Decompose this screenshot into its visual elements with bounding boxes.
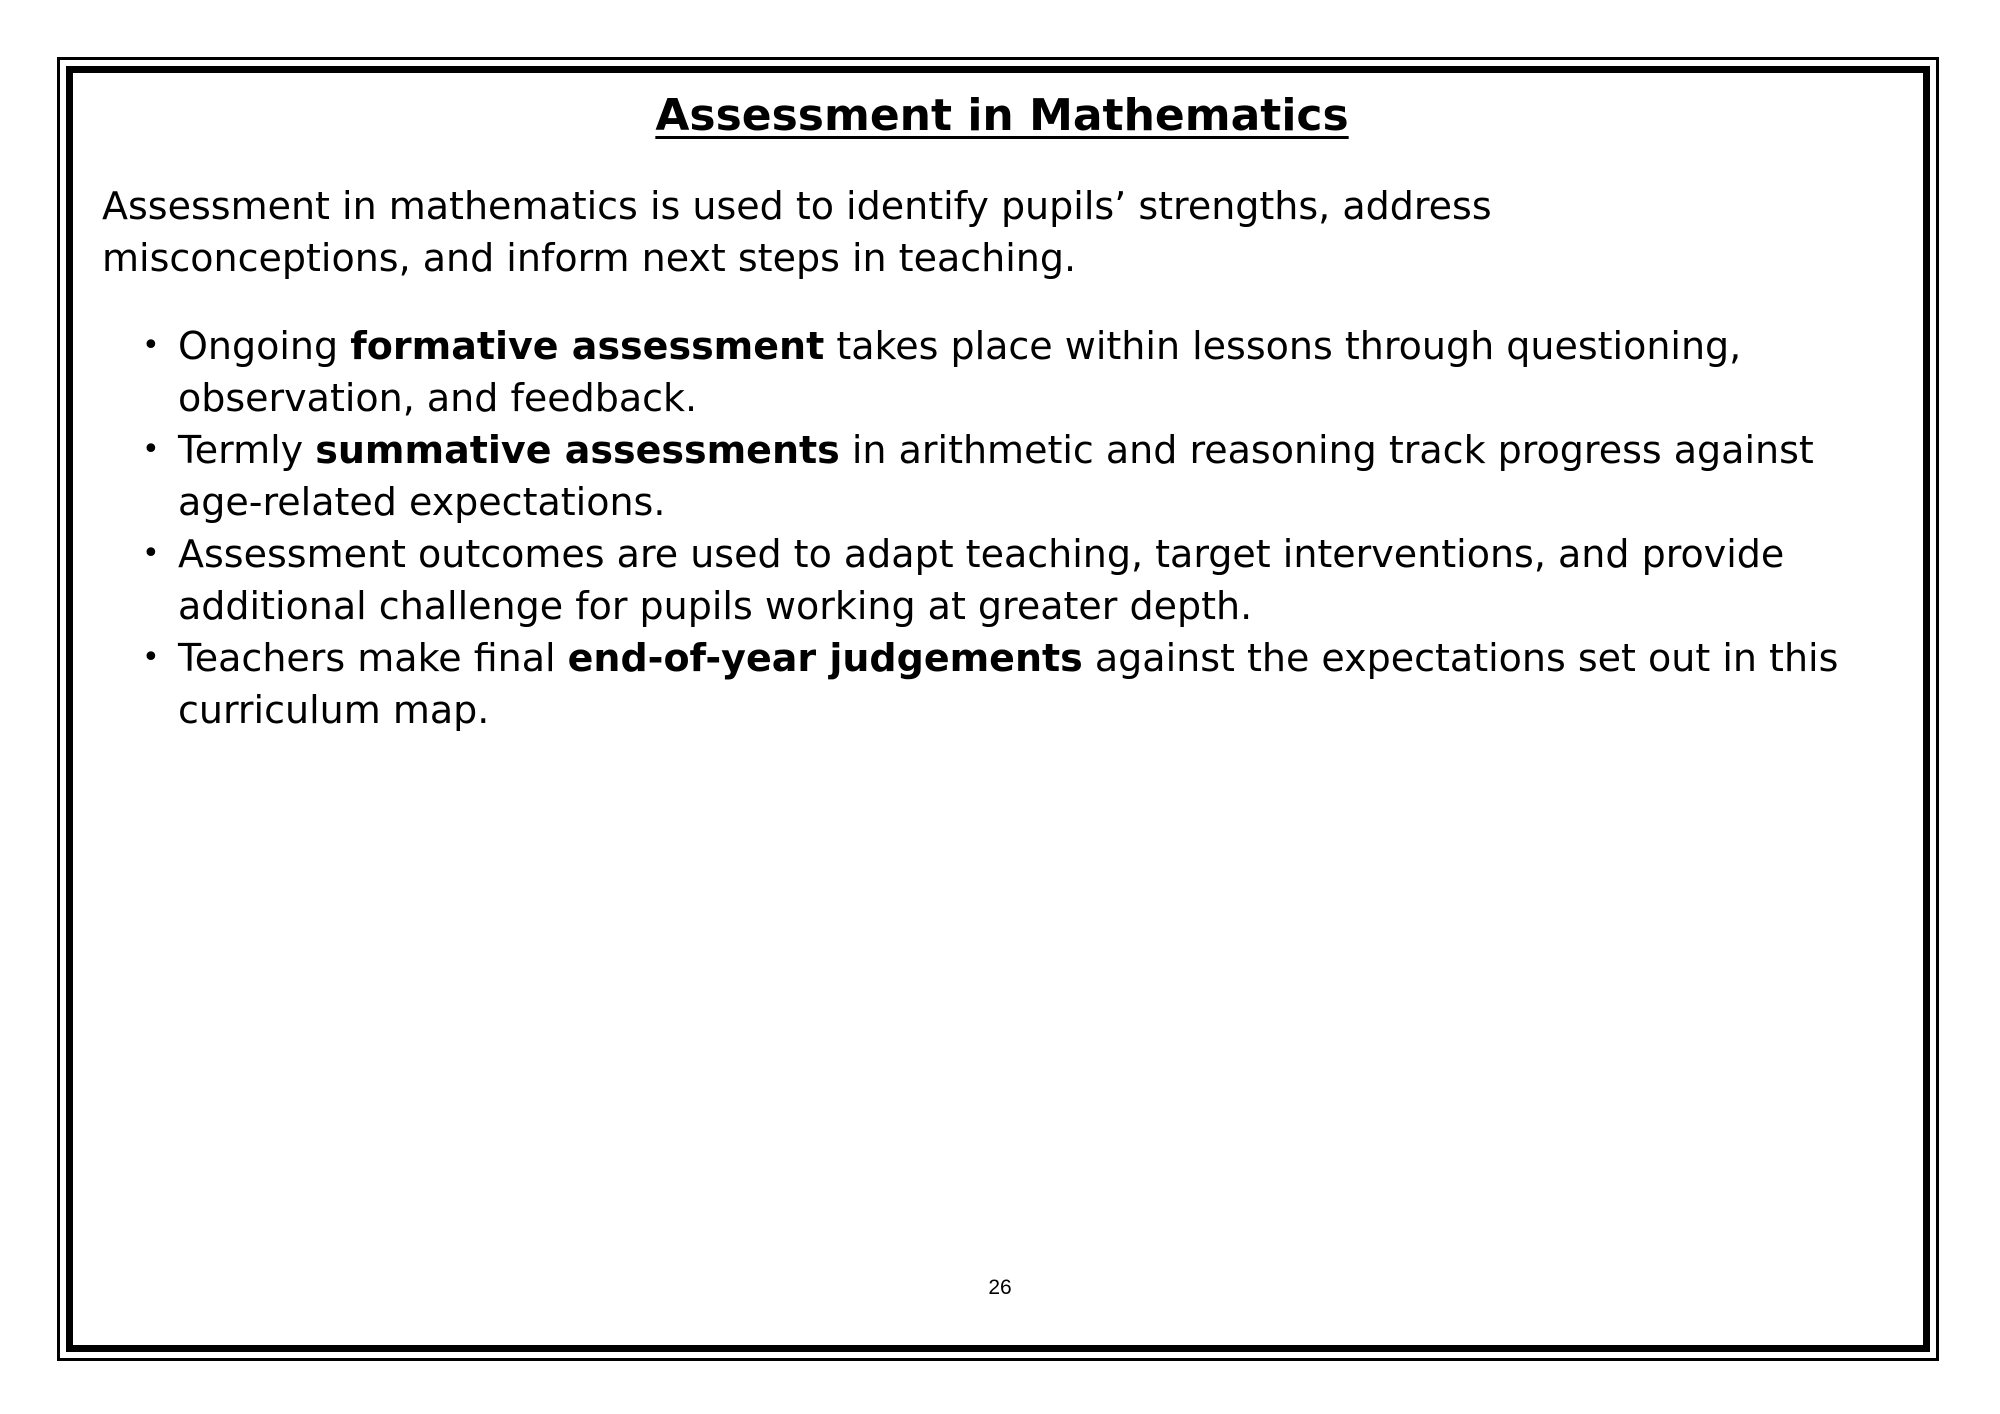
- bullet-text-before: Assessment outcomes are used to adapt teaching, target interventions, and provide additional challenge for pupils working at greater depth.: [178, 532, 1785, 628]
- bullet-icon: •: [142, 432, 160, 467]
- page-number: 26: [988, 1276, 1012, 1299]
- list-item: [102, 528, 1882, 632]
- page-title: Assessment in Mathematics: [655, 90, 1349, 141]
- bullet-bold-term: formative assessment: [350, 324, 825, 368]
- assessment-bullet-list: [102, 320, 1882, 736]
- bullet-text-after: takes place within lessons through questioning, observation, and feedback.: [178, 324, 1742, 420]
- bullet-text-after: against the expectations set out in this curriculum map.: [178, 636, 1839, 732]
- bullet-bold-term: end-of-year judgements: [567, 636, 1083, 680]
- intro-paragraph: Assessment in mathematics is used to identify pupils’ strengths, address misconceptions, and inform next steps in teaching.: [102, 184, 1492, 280]
- bullet-bold-term: summative assessments: [315, 428, 840, 472]
- bullet-text-before: Termly: [178, 428, 316, 472]
- list-item: [102, 424, 1882, 528]
- bullet-text-before: Ongoing: [178, 324, 351, 368]
- list-item: [102, 632, 1882, 736]
- bullet-icon: •: [142, 328, 160, 363]
- bullet-icon: •: [142, 640, 160, 675]
- list-item: [102, 320, 1882, 424]
- bullet-text-after: in arithmetic and reasoning track progress against age-related expectations.: [178, 428, 1814, 524]
- bullet-text-before: Teachers make final: [178, 636, 568, 680]
- bullet-icon: •: [142, 536, 160, 571]
